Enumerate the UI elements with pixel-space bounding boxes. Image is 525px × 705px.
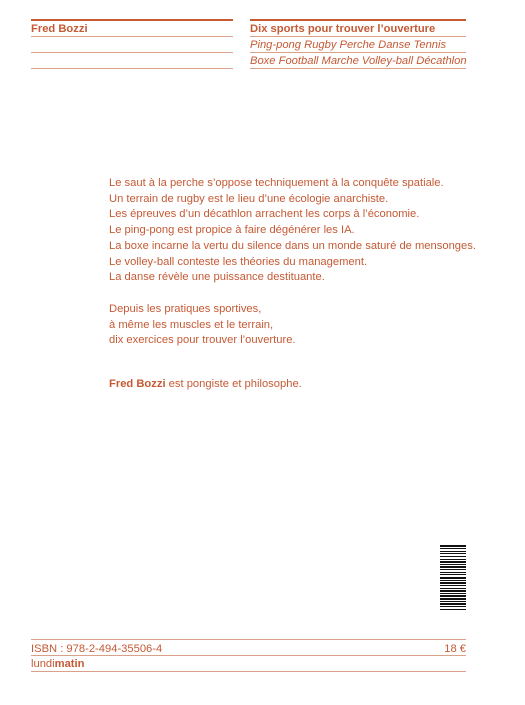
footer-rule-top bbox=[31, 639, 466, 640]
barcode-icon bbox=[440, 545, 466, 622]
rule-left-3 bbox=[31, 68, 233, 69]
blurb-line: Un terrain de rugby est le lieu d’une écologie anarchiste. bbox=[109, 192, 389, 205]
bio-author-name: Fred Bozzi bbox=[109, 378, 166, 390]
blurb-line: Depuis les pratiques sportives, bbox=[109, 302, 262, 315]
publisher-logo bbox=[31, 657, 84, 672]
blurb-line: La danse révèle une puissance destituante. bbox=[109, 271, 325, 284]
blurb-line: La boxe incarne la vertu du silence dans un monde saturé de mensonges. bbox=[109, 239, 476, 252]
top-rule-left bbox=[31, 19, 233, 21]
blurb-line: Le volley-ball conteste les théories du management. bbox=[109, 255, 368, 268]
header-author: Fred Bozzi bbox=[31, 23, 88, 35]
blurb-line: Les épreuves d’un décathlon arrachent les corps à l’économie. bbox=[109, 208, 420, 221]
blurb-line: à même les muscles et le terrain, bbox=[109, 318, 274, 331]
footer-rule-bottom bbox=[31, 671, 466, 672]
book-title: Dix sports pour trouver l’ouverture bbox=[250, 23, 436, 35]
isbn: ISBN : 978-2-494-35506-4 bbox=[31, 643, 163, 655]
price: 18 € bbox=[444, 643, 466, 655]
publisher-name-bold: matin bbox=[54, 658, 85, 670]
author-bio bbox=[109, 377, 302, 392]
blurb-line: dix exercices pour trouver l’ouverture. bbox=[109, 334, 296, 347]
top-rule-right bbox=[250, 19, 466, 21]
bio-text: est pongiste et philosophe. bbox=[165, 378, 302, 390]
blurb-line: Le saut à la perche s’oppose techniquement à la conquête spatiale. bbox=[109, 177, 444, 189]
publisher-name-light: lundi bbox=[31, 658, 55, 670]
book-subtitle-line-1: Ping-pong Rugby Perche Danse Tennis bbox=[250, 39, 447, 51]
rule-left-2 bbox=[31, 52, 233, 53]
book-subtitle-line-2: Boxe Football Marche Volley-ball Décathlon bbox=[250, 55, 467, 67]
back-cover-blurb bbox=[109, 176, 476, 349]
blurb-line: Le ping-pong est propice à faire dégénérer les IA. bbox=[109, 224, 355, 237]
